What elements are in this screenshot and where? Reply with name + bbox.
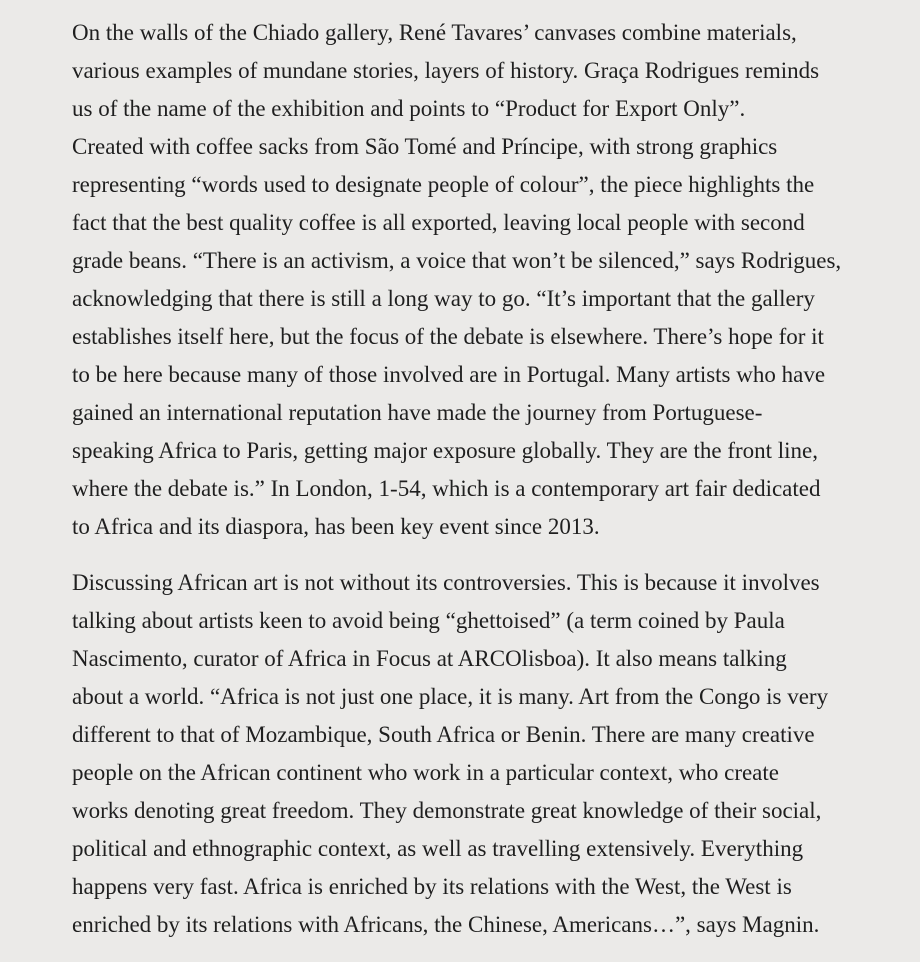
text-line: representing “words used to designate people of colour”, the piece highlights the xyxy=(72,172,815,197)
text-line: to be here because many of those involved are in Portugal. Many artists who have xyxy=(72,362,826,387)
text-line: people on the African continent who work in a particular context, who create xyxy=(72,760,779,785)
text-line: grade beans. “There is an activism, a voice that won’t be silenced,” says Rodrigues, xyxy=(72,248,842,273)
text-line: to Africa and its diaspora, has been key event since 2013. xyxy=(72,514,600,539)
text-line: establishes itself here, but the focus of the debate is elsewhere. There’s hope for it xyxy=(72,324,824,349)
text-line: happens very fast. Africa is enriched by its relations with the West, the West is xyxy=(72,874,792,899)
text-line: various examples of mundane stories, layers of history. Graça Rodrigues reminds xyxy=(72,58,820,83)
text-line: Discussing African art is not without its controversies. This is because it involves xyxy=(72,570,820,595)
text-line: political and ethnographic context, as well as travelling extensively. Everything xyxy=(72,836,804,861)
text-line: about a world. “Africa is not just one place, it is many. Art from the Congo is very xyxy=(72,684,829,709)
paragraph xyxy=(72,564,872,944)
text-line: talking about artists keen to avoid being “ghettoised” (a term coined by Paula xyxy=(72,608,785,633)
text-line: fact that the best quality coffee is all exported, leaving local people with second xyxy=(72,210,805,235)
text-line: Nascimento, curator of Africa in Focus at ARCOlisboa). It also means talking xyxy=(72,646,787,671)
paragraph xyxy=(72,14,872,546)
text-line: gained an international reputation have made the journey from Portuguese- xyxy=(72,400,763,425)
text-line: different to that of Mozambique, South Africa or Benin. There are many creative xyxy=(72,722,815,747)
text-line: acknowledging that there is still a long way to go. “It’s important that the gallery xyxy=(72,286,815,311)
text-line: where the debate is.” In London, 1-54, which is a contemporary art fair dedicated xyxy=(72,476,821,501)
text-line: us of the name of the exhibition and points to “Product for Export Only”. xyxy=(72,96,746,121)
text-line: Created with coffee sacks from São Tomé and Príncipe, with strong graphics xyxy=(72,134,778,159)
text-line: On the walls of the Chiado gallery, René Tavares’ canvases combine materials, xyxy=(72,20,797,45)
text-line: works denoting great freedom. They demonstrate great knowledge of their social, xyxy=(72,798,822,823)
text-line: enriched by its relations with Africans, the Chinese, Americans…”, says Magnin. xyxy=(72,912,820,937)
article-body xyxy=(72,14,872,962)
text-line: speaking Africa to Paris, getting major exposure globally. They are the front line, xyxy=(72,438,819,463)
